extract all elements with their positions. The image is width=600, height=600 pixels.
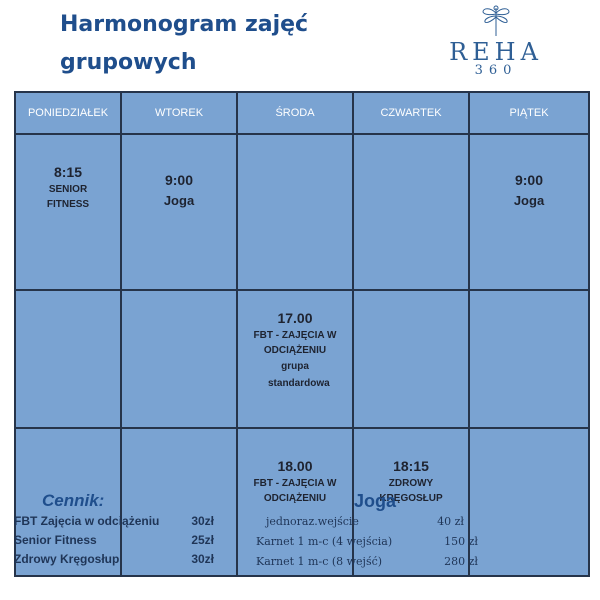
price-value: 280 zł bbox=[444, 555, 478, 568]
day-header-thursday: CZWARTEK bbox=[353, 92, 469, 134]
slot-sub: grupa standardowa bbox=[268, 361, 330, 389]
price-row bbox=[256, 552, 478, 572]
slot-time: 8:15 bbox=[53, 164, 83, 180]
price-value: 25zł bbox=[191, 533, 214, 547]
slot-time: 18.00 bbox=[277, 458, 313, 474]
price-row bbox=[256, 512, 478, 532]
slot-time: 9:00 bbox=[164, 172, 194, 188]
joga-heading: Joga bbox=[353, 491, 396, 511]
price-name: Zdrowy Kręgosłup bbox=[14, 552, 120, 566]
schedule-row bbox=[15, 290, 589, 428]
price-value: 30zł bbox=[191, 514, 214, 528]
title-line-1: Harmonogram zajęć bbox=[60, 12, 309, 37]
day-header-tuesday: WTOREK bbox=[121, 92, 237, 134]
dragonfly-icon bbox=[481, 4, 511, 38]
schedule-row bbox=[15, 134, 589, 290]
slot-cell-empty bbox=[353, 134, 469, 290]
day-header-monday: PONIEDZIAŁEK bbox=[15, 92, 121, 134]
slot-cell bbox=[121, 134, 237, 290]
price-name: Senior Fitness bbox=[14, 533, 97, 547]
cennik-heading: Cennik: bbox=[42, 491, 105, 510]
slot-name: Joga bbox=[163, 193, 195, 208]
slot-time: 17.00 bbox=[277, 310, 313, 326]
price-name: Karnet 1 m-c (8 wejść) bbox=[256, 555, 383, 568]
slot-name: FBT - ZAJĘCIA W ODCIĄŻENIU bbox=[253, 478, 337, 504]
slot-cell bbox=[15, 134, 121, 290]
slot-cell-empty bbox=[469, 290, 589, 428]
logo-sub: 360 bbox=[474, 63, 518, 78]
slot-cell-empty bbox=[237, 134, 353, 290]
slot-cell-empty bbox=[121, 290, 237, 428]
slot-cell-empty bbox=[15, 290, 121, 428]
price-row bbox=[14, 550, 214, 569]
page-title bbox=[60, 6, 308, 82]
price-name: jednoraz.wejście bbox=[266, 515, 359, 528]
logo bbox=[448, 4, 544, 88]
slot-cell-empty bbox=[469, 428, 589, 576]
price-row bbox=[14, 531, 214, 550]
slot-name: SENIOR FITNESS bbox=[46, 184, 90, 210]
price-name: FBT Zajęcia w odciążeniu bbox=[14, 514, 160, 528]
slot-name: FBT - ZAJĘCIA W ODCIĄŻENIU bbox=[253, 330, 337, 356]
slot-name: Joga bbox=[513, 193, 545, 208]
joga-section bbox=[256, 490, 478, 572]
schedule-header-row bbox=[15, 92, 589, 134]
slot-cell bbox=[237, 290, 353, 428]
price-row bbox=[256, 532, 478, 552]
price-value: 30zł bbox=[191, 552, 214, 566]
price-name: Karnet 1 m-c (4 wejścia) bbox=[256, 535, 393, 548]
logo-brand: REHA bbox=[449, 38, 543, 66]
slot-time: 18:15 bbox=[393, 458, 429, 474]
cennik-section bbox=[14, 490, 214, 569]
day-header-wednesday: ŚRODA bbox=[237, 92, 353, 134]
price-value: 40 zł bbox=[437, 515, 464, 528]
slot-cell bbox=[469, 134, 589, 290]
day-header-friday: PIĄTEK bbox=[469, 92, 589, 134]
title-line-2: grupowych bbox=[60, 50, 197, 75]
slot-cell-empty bbox=[353, 290, 469, 428]
price-row bbox=[14, 512, 214, 531]
slot-time: 9:00 bbox=[514, 172, 544, 188]
slot-name: ZDROWY KRĘGOSŁUP bbox=[379, 478, 443, 504]
price-value: 150 zł bbox=[444, 535, 478, 548]
